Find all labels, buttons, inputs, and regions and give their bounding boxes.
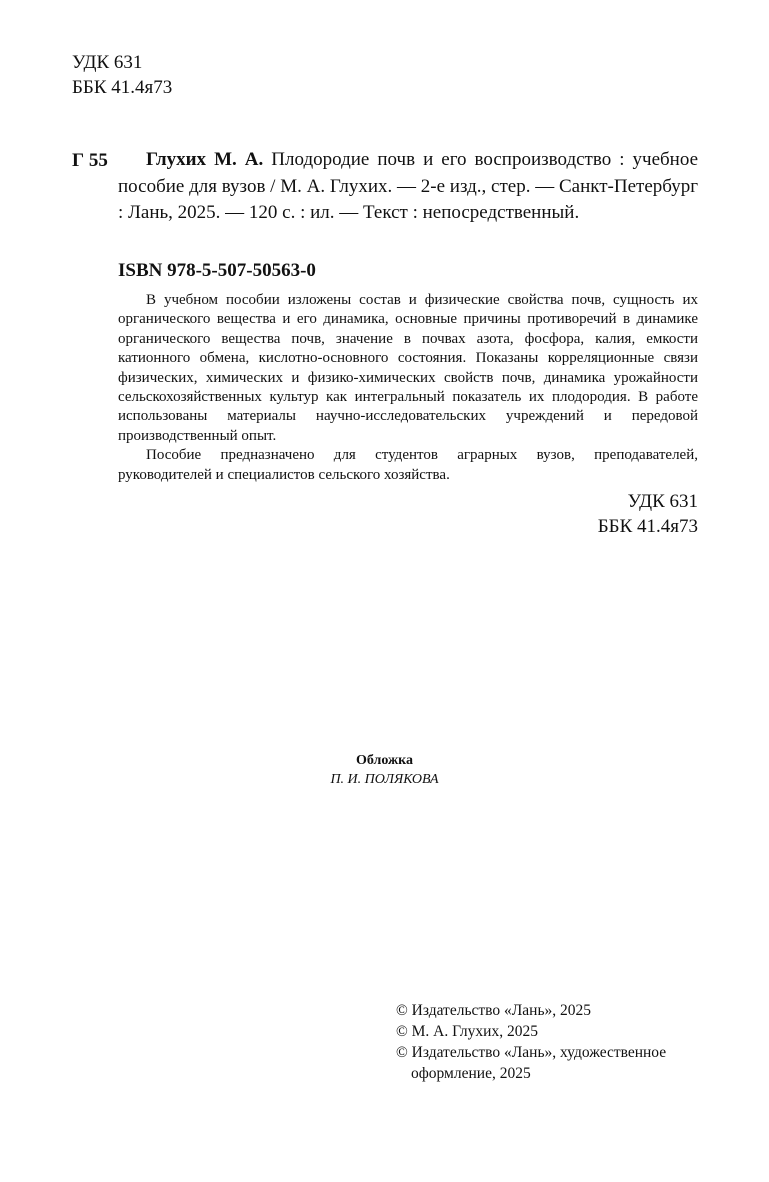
bbk-code: ББК 41.4я73 xyxy=(72,77,173,98)
author-sign: Г 55 xyxy=(72,150,108,171)
author-name: Глухих М. А. xyxy=(146,149,264,170)
copyright-line: © Издательство «Лань», художественное xyxy=(396,1044,667,1061)
udc-code: УДК 631 xyxy=(627,491,698,512)
abstract-paragraph: В учебном пособии изложены состав и физические свойства почв, сущность их органического вещества и его динамика, основные причины противоречий в динамике органического вещества почв, значение в почвах азота, фосфора, калия, емкости катионного обмена, кислотно-основного состояния. Показаны корреляционные связи физических, химических и физико-химических свойств почв, динамика урожайности сельскохозяйственных культур как интегральный показатель их плодородия. В работе использованы материалы научно-исследовательских учреждений и передовой производственный опыт. xyxy=(118,292,698,444)
copyright-line: © Издательство «Лань», 2025 xyxy=(396,1002,592,1019)
footer-classification xyxy=(598,489,698,539)
bbk-code: ББК 41.4я73 xyxy=(597,516,698,537)
cover-designer: П. И. ПОЛЯКОВА xyxy=(330,772,439,787)
isbn: ISBN 978-5-507-50563-0 xyxy=(118,260,316,281)
abstract-paragraph: Пособие предназначено для студентов аграрных вузов, преподавателей, руководителей и специалистов сельского хозяйства. xyxy=(118,447,698,483)
copyright-line: © М. А. Глухих, 2025 xyxy=(396,1023,538,1040)
bibliographic-record xyxy=(118,147,698,227)
cover-credit xyxy=(0,751,769,789)
cover-label: Обложка xyxy=(355,753,414,768)
udc-code: УДК 631 xyxy=(72,52,143,73)
copyright-line: оформление, 2025 xyxy=(411,1065,531,1082)
copyright-block xyxy=(396,1000,666,1084)
header-classification xyxy=(72,50,172,100)
abstract xyxy=(118,291,698,485)
bibliographic-description: Плодородие почв и его воспроизводство : учебное пособие для вузов / М. А. Глухих. — 2-е изд., стер. — Санкт-Петербург : Лань, 2025. — 120 с. : ил. — Текст : непосредственный. xyxy=(118,149,699,223)
